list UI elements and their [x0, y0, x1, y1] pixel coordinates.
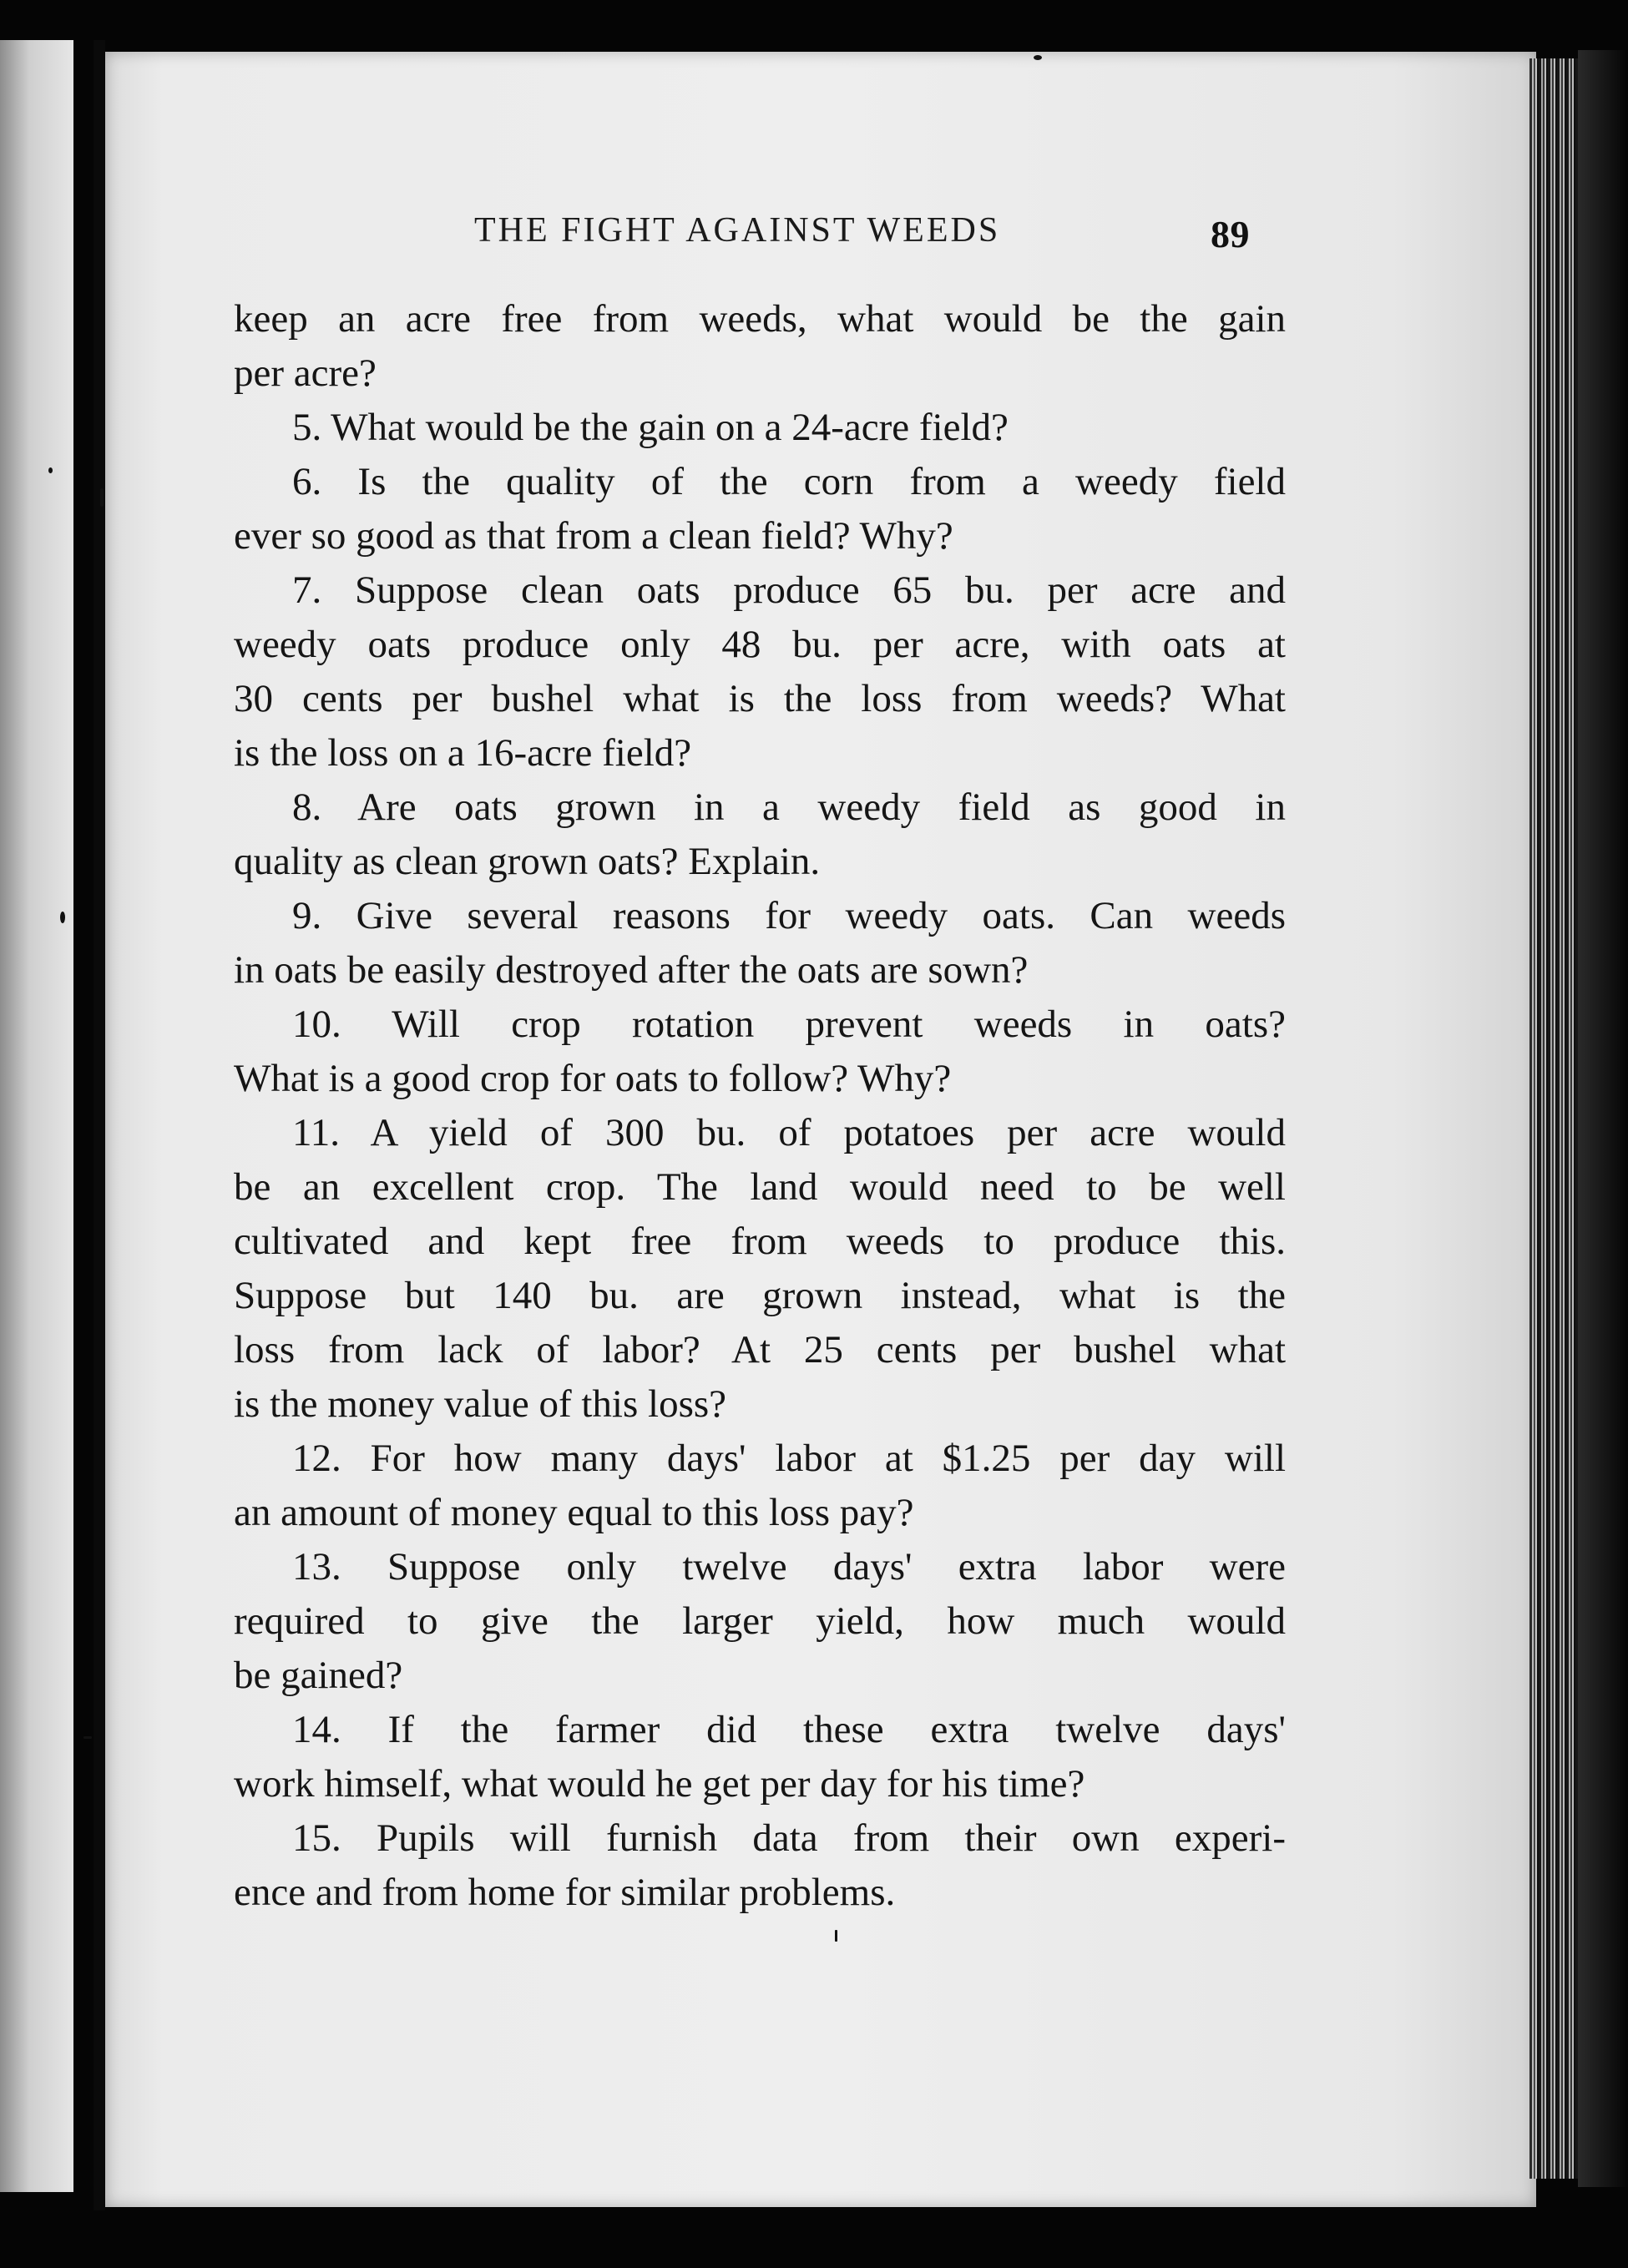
text-line: 7. Suppose clean oats produce 65 bu. per acre and: [292, 568, 1286, 612]
scan-speck: [1034, 55, 1042, 60]
text-line: be an excellent crop. The land would need to be well: [234, 1165, 1286, 1209]
text-line: per acre?: [234, 351, 377, 395]
scan-speck: [835, 1930, 837, 1942]
running-head: THE FIGHT AGAINST WEEDS: [474, 211, 1001, 250]
text-line: 15. Pupils will furnish data from their own experi-: [292, 1816, 1286, 1860]
text-line: What is a good crop for oats to follow? Why?: [234, 1057, 952, 1100]
text-line: 9. Give several reasons for weedy oats. Can weeds: [292, 894, 1286, 937]
text-line: 14. If the farmer did these extra twelve days': [292, 1708, 1286, 1751]
text-line: quality as clean grown oats? Explain.: [234, 840, 821, 883]
text-line: loss from lack of labor? At 25 cents per bushel what: [234, 1328, 1286, 1371]
page-body-text: [234, 292, 1286, 1920]
facing-page-edge: [0, 40, 73, 2192]
binding-gutter: [94, 40, 105, 2210]
page-stack-edge: [1529, 58, 1578, 2179]
text-line: 8. Are oats grown in a weedy field as good in: [292, 785, 1286, 829]
page-stack-shadow: [1578, 50, 1628, 2187]
text-line: 30 cents per bushel what is the loss from weeds? What: [234, 677, 1286, 720]
page-number: 89: [1211, 213, 1250, 255]
scan-speck: [83, 1736, 92, 1739]
text-line: weedy oats produce only 48 bu. per acre, with oats at: [234, 623, 1286, 666]
text-line: 6. Is the quality of the corn from a weedy field: [292, 460, 1286, 503]
text-line: 11. A yield of 300 bu. of potatoes per acre would: [292, 1111, 1286, 1154]
text-line: 12. For how many days' labor at $1.25 per day will: [292, 1437, 1286, 1480]
text-line: 13. Suppose only twelve days' extra labor were: [292, 1545, 1286, 1589]
text-line: cultivated and kept free from weeds to produce this.: [234, 1220, 1286, 1263]
text-line: 10. Will crop rotation prevent weeds in oats?: [292, 1003, 1286, 1046]
text-line: be gained?: [234, 1654, 403, 1697]
text-line: is the loss on a 16-acre field?: [234, 731, 692, 775]
text-line: required to give the larger yield, how much would: [234, 1599, 1286, 1643]
text-line: Suppose but 140 bu. are grown instead, what is the: [234, 1274, 1286, 1317]
text-line: in oats be easily destroyed after the oats are sown?: [234, 948, 1029, 992]
text-line: ever so good as that from a clean field? Why?: [234, 514, 953, 558]
text-line: an amount of money equal to this loss pay?: [234, 1491, 914, 1534]
text-line: keep an acre free from weeds, what would be the gain: [234, 297, 1286, 341]
text-line: 5. What would be the gain on a 24-acre field?: [292, 406, 1009, 449]
text-line: work himself, what would he get per day for his time?: [234, 1762, 1085, 1806]
text-line: ence and from home for similar problems.: [234, 1871, 896, 1914]
text-line: is the money value of this loss?: [234, 1382, 727, 1426]
scan-speck: [60, 912, 65, 923]
scan-speck: [48, 467, 53, 473]
scan-speck: [100, 488, 104, 507]
